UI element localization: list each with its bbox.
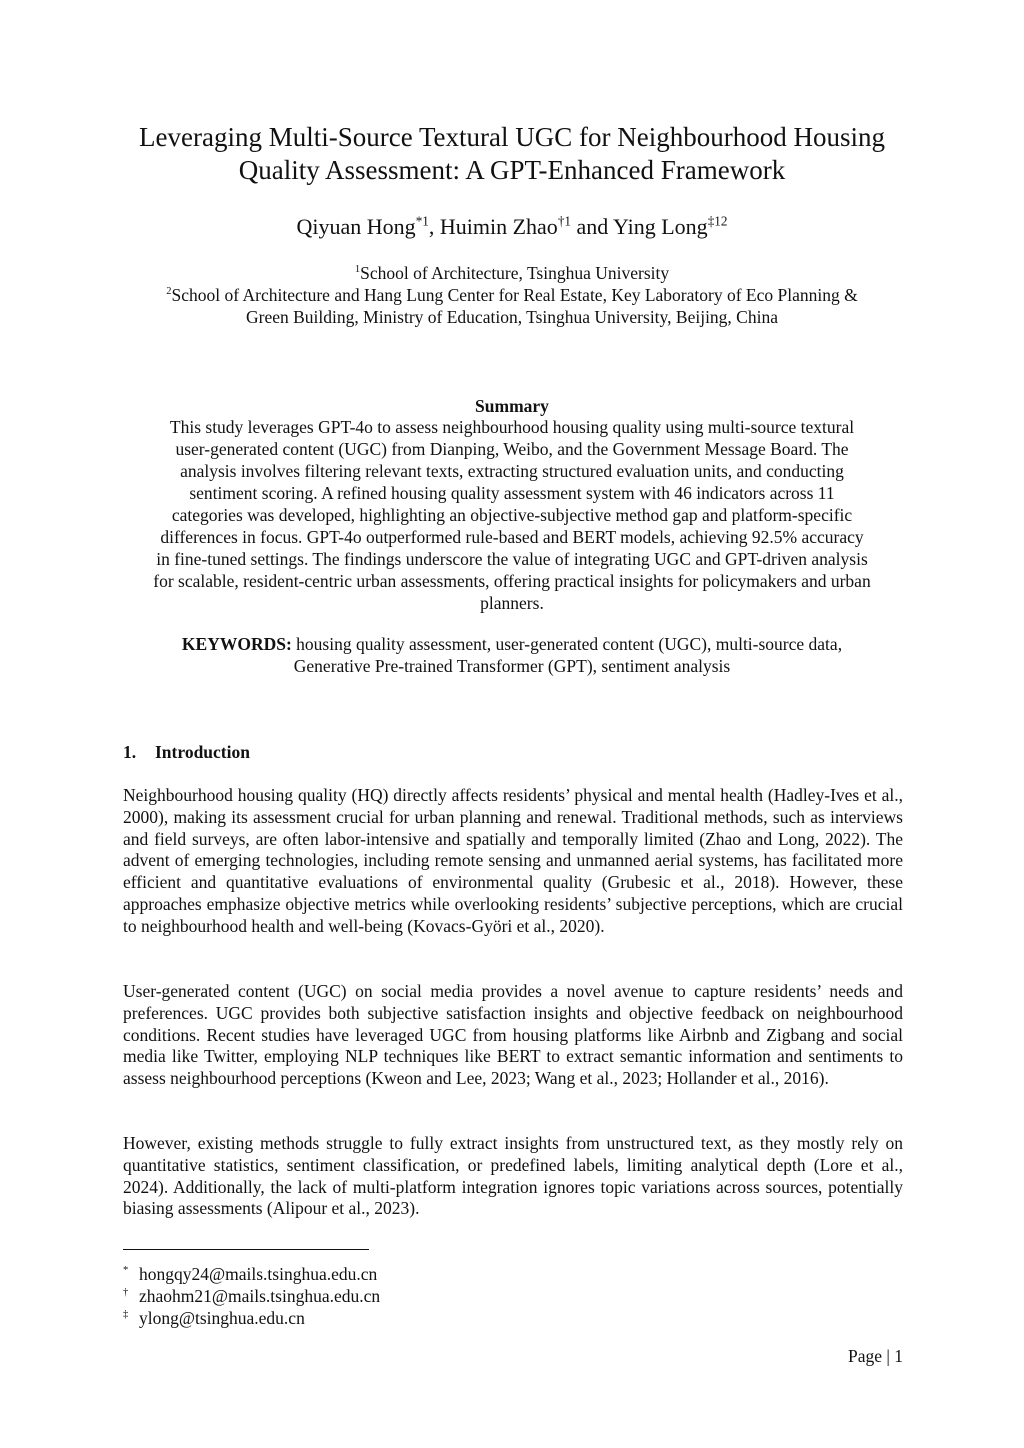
author-name: Ying Long (612, 214, 708, 239)
author-name: Qiyuan Hong (296, 214, 416, 239)
keywords-text: housing quality assessment, user-generated content (UGC), multi-source data, (291, 634, 843, 654)
keywords-line-2: Generative Pre-trained Transformer (GPT), sentiment analysis (293, 656, 731, 676)
affiliation-1 (80, 262, 944, 284)
keywords-line-1 (70, 633, 954, 655)
summary-line: planners. (480, 593, 544, 613)
author-marks: ‡12 (707, 213, 728, 229)
summary-line: analysis involves filtering relevant texts, extracting structured evaluation units, and conducting (180, 461, 844, 481)
summary-line: This study leverages GPT-4o to assess neighbourhood housing quality using multi-source textural (169, 417, 855, 437)
affiliation-text: School of Architecture, Tsinghua University (360, 263, 670, 283)
footnote: ‡ ylong@tsinghua.edu.cn (123, 1308, 305, 1328)
keywords-label: KEYWORDS: (181, 634, 292, 654)
author-separator: , (428, 214, 440, 239)
footnote-email: hongqy24@mails.tsinghua.edu.cn (139, 1264, 378, 1284)
summary-line: sentiment scoring. A refined housing quality assessment system with 46 indicators across 11 (189, 483, 835, 503)
author-marks: *1 (415, 213, 429, 229)
body-paragraph: However, existing methods struggle to fully extract insights from unstructured text, as they mostly rely on quantitative statistics, sentiment classification, or predefined labels, limiting analytical depth (Lore et al., 2024). Additionally, the lack of multi-platform integration ignores topic variations across sources, potentially biasing assessments (Alipour et al., 2023). (123, 1133, 903, 1219)
author-list (80, 213, 944, 241)
page-number: Page | 1 (847, 1346, 903, 1366)
footnote: * hongqy24@mails.tsinghua.edu.cn (123, 1264, 378, 1284)
section-heading-introduction (123, 741, 250, 763)
paper-title (80, 121, 944, 187)
author-separator: and (571, 214, 613, 239)
affiliation-number: 1 (354, 264, 361, 276)
section-title: Introduction (155, 742, 250, 762)
body-paragraph: User-generated content (UGC) on social media provides a novel avenue to capture residents’ needs and preferences. UGC provides both subjective satisfaction insights and objective feedback on neighbourhood conditions. Recent studies have leveraged UGC from housing platforms like Airbnb and Zigbang and social media like Twitter, employing NLP techniques like BERT to extract semantic information and sentiments to assess neighbourhood perceptions (Kweon and Lee, 2023; Wang et al., 2023; Hollander et al., 2016). (123, 981, 903, 1089)
summary-line: differences in focus. GPT-4o outperformed rule-based and BERT models, achieving 92.5% accuracy (160, 527, 864, 547)
title-line-1: Leveraging Multi-Source Textural UGC for Neighbourhood Housing (139, 122, 885, 152)
summary-line: categories was developed, highlighting an objective-subjective method gap and platform-specific (171, 505, 853, 525)
author-name: Huimin Zhao (439, 214, 558, 239)
footnote-email: zhaohm21@mails.tsinghua.edu.cn (139, 1286, 381, 1306)
summary-line: in fine-tuned settings. The findings underscore the value of integrating UGC and GPT-driven analysis (156, 549, 868, 569)
summary-line: user-generated content (UGC) from Dianping, Weibo, and the Government Message Board. The (175, 439, 849, 459)
body-paragraph: Neighbourhood housing quality (HQ) directly affects residents’ physical and mental health (Hadley-Ives et al., 2000), making its assessment crucial for urban planning and renewal. Traditional methods, such as interviews and field surveys, are often labor-intensive and spatially and temporally limited (Zhao and Long, 2022). The advent of emerging technologies, including remote sensing and unmanned aerial systems, has facilitated more efficient and quantitative evaluations of environmental quality (Grubesic et al., 2018). However, these approaches emphasize objective metrics while overlooking residents’ subjective perceptions, which are crucial to neighbourhood health and well-being (Kovacs-Györi et al., 2020). (123, 785, 903, 936)
summary-heading: Summary (475, 396, 549, 416)
section-number: 1. (123, 742, 137, 762)
affiliation-number: 2 (166, 286, 172, 298)
title-line-2: Quality Assessment: A GPT-Enhanced Framework (238, 155, 786, 185)
affiliation-2 (80, 284, 944, 306)
footnote-separator (123, 1249, 369, 1250)
summary-line: for scalable, resident-centric urban assessments, offering practical insights for policymakers and urban (153, 571, 871, 591)
footnote-email: ylong@tsinghua.edu.cn (139, 1308, 305, 1328)
affiliation-2-line-2: Green Building, Ministry of Education, Tsinghua University, Beijing, China (246, 307, 778, 327)
affiliation-text-line-1: School of Architecture and Hang Lung Center for Real Estate, Key Laboratory of Eco Planning & (171, 285, 858, 305)
footnote: † zhaohm21@mails.tsinghua.edu.cn (123, 1286, 381, 1306)
author-marks: †1 (557, 213, 571, 229)
